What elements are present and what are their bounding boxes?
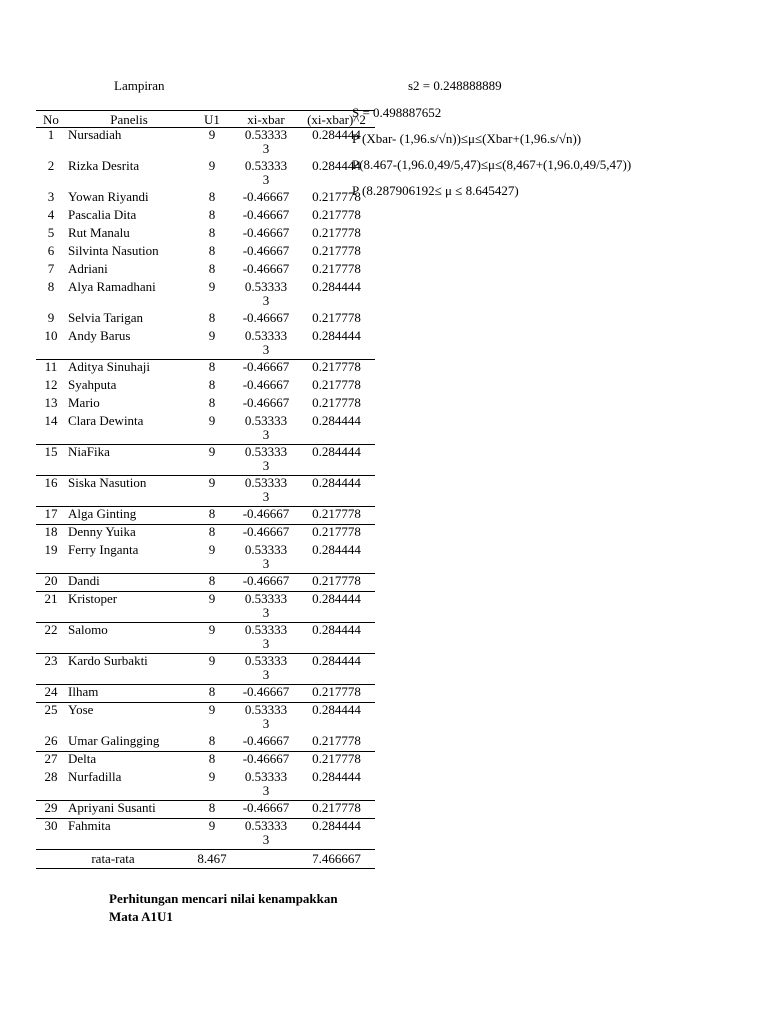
deviation-value: 0.53333 bbox=[244, 653, 288, 668]
attachment-label: Lampiran bbox=[114, 78, 165, 93]
panelist-name: Syahputa bbox=[68, 376, 117, 392]
squared-deviation: 0.217778 bbox=[298, 734, 375, 752]
row-number: 16 bbox=[36, 476, 66, 507]
u1-score: 8 bbox=[190, 734, 234, 752]
col-header-deviation: xi-xbar bbox=[234, 111, 298, 128]
squared-deviation: 0.217778 bbox=[312, 206, 361, 222]
row-number: 26 bbox=[36, 734, 66, 752]
deviation-wrap: 3 bbox=[262, 458, 270, 473]
deviation-cell bbox=[234, 311, 298, 329]
table-row bbox=[36, 396, 375, 414]
panelist-name: Kardo Surbakti bbox=[66, 654, 190, 685]
panelist-name: Ferry Inganta bbox=[66, 543, 190, 574]
table-row bbox=[36, 574, 375, 592]
deviation-cell bbox=[234, 654, 298, 685]
row-number: 6 bbox=[47, 242, 55, 258]
table-row bbox=[36, 190, 375, 208]
row-number: 11 bbox=[44, 359, 58, 374]
deviation-cell bbox=[234, 378, 298, 396]
u1-score: 8 bbox=[190, 685, 234, 703]
panelist-name: Nursadiah bbox=[68, 127, 122, 142]
row-number: 25 bbox=[44, 702, 58, 717]
deviation-cell bbox=[234, 159, 298, 190]
table-row bbox=[36, 226, 375, 244]
deviation-wrap: 3 bbox=[262, 292, 270, 308]
deviation-cell bbox=[234, 703, 298, 734]
deviation-cell bbox=[234, 543, 298, 574]
deviation-wrap: 3 bbox=[262, 636, 270, 651]
u1-score: 9 bbox=[208, 127, 216, 142]
deviation-wrap: 3 bbox=[262, 605, 270, 620]
row-number: 15 bbox=[36, 445, 66, 476]
deviation-value: -0.46667 bbox=[242, 506, 290, 521]
table-row bbox=[36, 819, 375, 850]
table-row bbox=[36, 280, 375, 311]
row-number: 1 bbox=[47, 127, 55, 142]
u1-score: 9 bbox=[190, 445, 234, 476]
u1-score: 9 bbox=[190, 476, 234, 507]
panelist-table bbox=[36, 110, 375, 869]
u1-score: 8 bbox=[208, 309, 216, 325]
col-header-squared-deviation: (xi-xbar)^2 bbox=[298, 111, 375, 128]
caption-line-2: Mata A1U1 bbox=[109, 909, 173, 924]
u1-score: 9 bbox=[208, 157, 216, 173]
u1-score: 8 bbox=[208, 524, 216, 539]
panelist-name: Rizka Desrita bbox=[68, 157, 140, 173]
deviation-value: -0.46667 bbox=[242, 524, 290, 539]
row-number: 14 bbox=[36, 414, 66, 445]
u1-score: 9 bbox=[190, 654, 234, 685]
average-empty bbox=[234, 850, 298, 869]
panelist-name: Selvia Tarigan bbox=[68, 309, 144, 325]
u1-score: 8 bbox=[190, 507, 234, 525]
caption-line-1: Perhitungan mencari nilai kenampakkan bbox=[109, 891, 338, 906]
squared-deviation: 0.217778 bbox=[312, 224, 361, 240]
squared-deviation: 0.217778 bbox=[312, 309, 361, 325]
row-number: 10 bbox=[36, 329, 66, 360]
average-label: rata-rata bbox=[36, 850, 190, 869]
panelist-name: Denny Yuika bbox=[68, 524, 136, 539]
row-number: 5 bbox=[47, 224, 55, 240]
table-row bbox=[36, 801, 375, 819]
u1-score: 8 bbox=[208, 188, 216, 204]
squared-deviation: 0.284444 bbox=[298, 543, 375, 574]
squared-deviation: 0.217778 bbox=[312, 394, 361, 410]
std-dev-value: S = 0.498887652 bbox=[352, 105, 442, 120]
table-row bbox=[36, 476, 375, 507]
panelist-name: Siska Nasution bbox=[66, 476, 190, 507]
col-header-no: No bbox=[36, 111, 66, 128]
deviation-cell bbox=[234, 592, 298, 623]
squared-deviation: 0.217778 bbox=[298, 574, 375, 592]
table-row bbox=[36, 734, 375, 752]
squared-deviation: 0.217778 bbox=[312, 188, 361, 204]
deviation-value: 0.53333 bbox=[244, 475, 288, 490]
u1-score: 8 bbox=[208, 751, 216, 766]
squared-deviation: 0.284444 bbox=[312, 278, 361, 294]
panelist-name: Yowan Riyandi bbox=[68, 188, 149, 204]
u1-score: 9 bbox=[190, 543, 234, 574]
deviation-value: 0.53333 bbox=[244, 278, 288, 294]
deviation-value: 0.53333 bbox=[244, 768, 288, 784]
table-row bbox=[36, 208, 375, 226]
panelist-name: Apriyani Susanti bbox=[66, 801, 190, 819]
average-u1: 8.467 bbox=[190, 850, 234, 869]
squared-deviation: 0.217778 bbox=[298, 507, 375, 525]
row-number: 27 bbox=[44, 751, 58, 766]
u1-score: 8 bbox=[208, 224, 216, 240]
table-row bbox=[36, 703, 375, 734]
squared-deviation: 0.284444 bbox=[298, 654, 375, 685]
deviation-cell bbox=[234, 329, 298, 360]
deviation-cell bbox=[234, 507, 298, 525]
u1-score: 8 bbox=[208, 206, 216, 222]
squared-deviation: 0.217778 bbox=[298, 685, 375, 703]
deviation-value: -0.46667 bbox=[242, 206, 290, 222]
u1-score: 9 bbox=[190, 770, 234, 801]
u1-score: 9 bbox=[190, 592, 234, 623]
deviation-cell bbox=[234, 244, 298, 262]
squared-deviation: 0.217778 bbox=[312, 359, 361, 374]
table-row bbox=[36, 329, 375, 360]
panelist-name: NiaFika bbox=[66, 445, 190, 476]
deviation-cell bbox=[234, 752, 298, 770]
u1-score: 8 bbox=[208, 376, 216, 392]
panelist-name: Fahmita bbox=[66, 819, 190, 850]
table-row bbox=[36, 128, 375, 159]
u1-score: 9 bbox=[208, 702, 216, 717]
row-number: 7 bbox=[47, 260, 55, 276]
deviation-cell bbox=[234, 734, 298, 752]
row-number: 18 bbox=[44, 524, 58, 539]
deviation-value: -0.46667 bbox=[242, 732, 290, 748]
u1-score: 8 bbox=[208, 394, 216, 410]
panelist-name: Andy Barus bbox=[66, 329, 190, 360]
col-header-u1: U1 bbox=[190, 111, 234, 128]
deviation-cell bbox=[234, 226, 298, 244]
squared-deviation: 0.217778 bbox=[312, 242, 361, 258]
table-header-row bbox=[36, 111, 375, 128]
panelist-name: Nurfadilla bbox=[66, 770, 190, 801]
panelist-name: Rut Manalu bbox=[68, 224, 130, 240]
confidence-interval-result: P (8.287906192≤ μ ≤ 8.645427) bbox=[352, 183, 519, 198]
deviation-value: 0.53333 bbox=[244, 541, 288, 557]
table-row bbox=[36, 507, 375, 525]
deviation-cell bbox=[234, 360, 298, 378]
panelist-name: Umar Galingging bbox=[66, 734, 190, 752]
squared-deviation: 0.284444 bbox=[312, 702, 361, 717]
squared-deviation: 0.217778 bbox=[298, 801, 375, 819]
table-row bbox=[36, 244, 375, 262]
deviation-cell bbox=[234, 801, 298, 819]
squared-deviation: 0.284444 bbox=[298, 819, 375, 850]
row-number: 30 bbox=[36, 819, 66, 850]
u1-score: 8 bbox=[190, 574, 234, 592]
calculation-caption bbox=[109, 890, 338, 926]
deviation-value: -0.46667 bbox=[242, 684, 290, 699]
panelist-name: Clara Dewinta bbox=[66, 414, 190, 445]
deviation-wrap: 3 bbox=[262, 489, 270, 504]
deviation-wrap: 3 bbox=[262, 555, 270, 571]
deviation-wrap: 3 bbox=[262, 171, 270, 187]
row-number: 24 bbox=[36, 685, 66, 703]
sum-squared-deviation: 7.466667 bbox=[298, 850, 375, 869]
row-number: 9 bbox=[47, 309, 55, 325]
panelist-name: Dandi bbox=[66, 574, 190, 592]
squared-deviation: 0.284444 bbox=[298, 329, 375, 360]
panelist-name: Yose bbox=[68, 702, 94, 717]
panelist-name: Delta bbox=[68, 751, 97, 766]
confidence-formula: P (Xbar- (1,96.s/√n))≤μ≤(Xbar+(1,96.s/√n)) bbox=[352, 131, 582, 146]
table-row bbox=[36, 623, 375, 654]
squared-deviation: 0.217778 bbox=[312, 751, 361, 766]
table-row bbox=[36, 159, 375, 190]
u1-score: 9 bbox=[190, 819, 234, 850]
panelist-name: Pascalia Dita bbox=[68, 206, 137, 222]
table-row bbox=[36, 654, 375, 685]
deviation-wrap: 3 bbox=[262, 341, 270, 357]
panelist-name: Kristoper bbox=[66, 592, 190, 623]
squared-deviation: 0.284444 bbox=[298, 592, 375, 623]
squared-deviation: 0.217778 bbox=[312, 260, 361, 276]
deviation-value: -0.46667 bbox=[242, 394, 290, 410]
deviation-value: 0.53333 bbox=[244, 702, 288, 717]
deviation-cell bbox=[234, 208, 298, 226]
deviation-value: -0.46667 bbox=[242, 188, 290, 204]
deviation-value: -0.46667 bbox=[242, 573, 290, 588]
panelist-name: Ilham bbox=[66, 685, 190, 703]
row-number: 13 bbox=[44, 394, 58, 410]
squared-deviation: 0.284444 bbox=[312, 157, 361, 173]
u1-score: 8 bbox=[190, 801, 234, 819]
deviation-cell bbox=[234, 476, 298, 507]
table-row bbox=[36, 262, 375, 280]
row-number: 8 bbox=[47, 278, 55, 294]
table-row bbox=[36, 414, 375, 445]
squared-deviation: 0.284444 bbox=[298, 623, 375, 654]
table-row bbox=[36, 311, 375, 329]
deviation-wrap: 3 bbox=[262, 716, 270, 731]
u1-score: 9 bbox=[190, 329, 234, 360]
table-row bbox=[36, 592, 375, 623]
squared-deviation: 0.284444 bbox=[298, 414, 375, 445]
panelist-name: Aditya Sinuhaji bbox=[68, 359, 150, 374]
row-number: 23 bbox=[36, 654, 66, 685]
row-number: 29 bbox=[36, 801, 66, 819]
panelist-name: Mario bbox=[68, 394, 100, 410]
squared-deviation: 0.284444 bbox=[298, 476, 375, 507]
deviation-wrap: 3 bbox=[262, 832, 270, 847]
u1-score: 9 bbox=[208, 278, 216, 294]
deviation-cell bbox=[234, 623, 298, 654]
u1-score: 9 bbox=[190, 414, 234, 445]
row-number: 12 bbox=[44, 376, 58, 392]
deviation-cell bbox=[234, 396, 298, 414]
squared-deviation: 0.284444 bbox=[298, 445, 375, 476]
table-row bbox=[36, 525, 375, 543]
deviation-value: 0.53333 bbox=[244, 412, 288, 428]
table-row bbox=[36, 770, 375, 801]
panelist-name: Alga Ginting bbox=[66, 507, 190, 525]
row-number: 22 bbox=[36, 623, 66, 654]
confidence-substitution: P(8.467-(1,96.0,49/5,47)≤μ≤(8,467+(1,96.0,49/5,47)) bbox=[352, 157, 632, 172]
deviation-wrap: 3 bbox=[262, 141, 270, 156]
deviation-value: -0.46667 bbox=[242, 224, 290, 240]
deviation-cell bbox=[234, 128, 298, 159]
deviation-wrap: 3 bbox=[262, 426, 270, 442]
table-row bbox=[36, 360, 375, 378]
panelist-name: Salomo bbox=[66, 623, 190, 654]
deviation-value: -0.46667 bbox=[242, 260, 290, 276]
deviation-value: 0.53333 bbox=[244, 818, 288, 833]
table-row bbox=[36, 685, 375, 703]
deviation-value: -0.46667 bbox=[242, 376, 290, 392]
deviation-value: -0.46667 bbox=[242, 359, 290, 374]
deviation-cell bbox=[234, 770, 298, 801]
deviation-cell bbox=[234, 525, 298, 543]
row-number: 19 bbox=[36, 543, 66, 574]
deviation-value: -0.46667 bbox=[242, 309, 290, 325]
deviation-cell bbox=[234, 190, 298, 208]
deviation-cell bbox=[234, 262, 298, 280]
deviation-cell bbox=[234, 574, 298, 592]
deviation-cell bbox=[234, 414, 298, 445]
deviation-cell bbox=[234, 280, 298, 311]
squared-deviation: 0.284444 bbox=[298, 770, 375, 801]
deviation-cell bbox=[234, 445, 298, 476]
row-number: 21 bbox=[36, 592, 66, 623]
row-number: 2 bbox=[47, 157, 55, 173]
deviation-value: 0.53333 bbox=[244, 127, 288, 142]
table-row bbox=[36, 543, 375, 574]
panelist-name: Silvinta Nasution bbox=[68, 242, 159, 258]
deviation-value: 0.53333 bbox=[244, 157, 288, 173]
deviation-value: 0.53333 bbox=[244, 622, 288, 637]
average-row bbox=[36, 850, 375, 869]
deviation-value: 0.53333 bbox=[244, 327, 288, 343]
deviation-wrap: 3 bbox=[262, 667, 270, 682]
deviation-value: -0.46667 bbox=[242, 800, 290, 815]
row-number: 28 bbox=[36, 770, 66, 801]
squared-deviation: 0.217778 bbox=[312, 524, 361, 539]
deviation-value: -0.46667 bbox=[242, 751, 290, 766]
u1-score: 9 bbox=[190, 623, 234, 654]
row-number: 3 bbox=[47, 188, 55, 204]
table-row bbox=[36, 752, 375, 770]
row-number: 20 bbox=[36, 574, 66, 592]
col-header-panelis: Panelis bbox=[66, 111, 190, 128]
squared-deviation: 0.217778 bbox=[312, 376, 361, 392]
table-row bbox=[36, 445, 375, 476]
deviation-value: -0.46667 bbox=[242, 242, 290, 258]
deviation-wrap: 3 bbox=[262, 782, 270, 798]
panelist-name: Adriani bbox=[68, 260, 108, 276]
u1-score: 8 bbox=[208, 242, 216, 258]
deviation-cell bbox=[234, 685, 298, 703]
u1-score: 8 bbox=[208, 359, 216, 374]
squared-deviation: 0.284444 bbox=[312, 127, 361, 142]
variance-value: s2 = 0.248888889 bbox=[408, 78, 502, 93]
deviation-value: 0.53333 bbox=[244, 591, 288, 606]
row-number: 4 bbox=[47, 206, 55, 222]
row-number: 17 bbox=[36, 507, 66, 525]
table-row bbox=[36, 378, 375, 396]
deviation-cell bbox=[234, 819, 298, 850]
panelist-name: Alya Ramadhani bbox=[68, 278, 156, 294]
deviation-value: 0.53333 bbox=[244, 444, 288, 459]
u1-score: 8 bbox=[208, 260, 216, 276]
